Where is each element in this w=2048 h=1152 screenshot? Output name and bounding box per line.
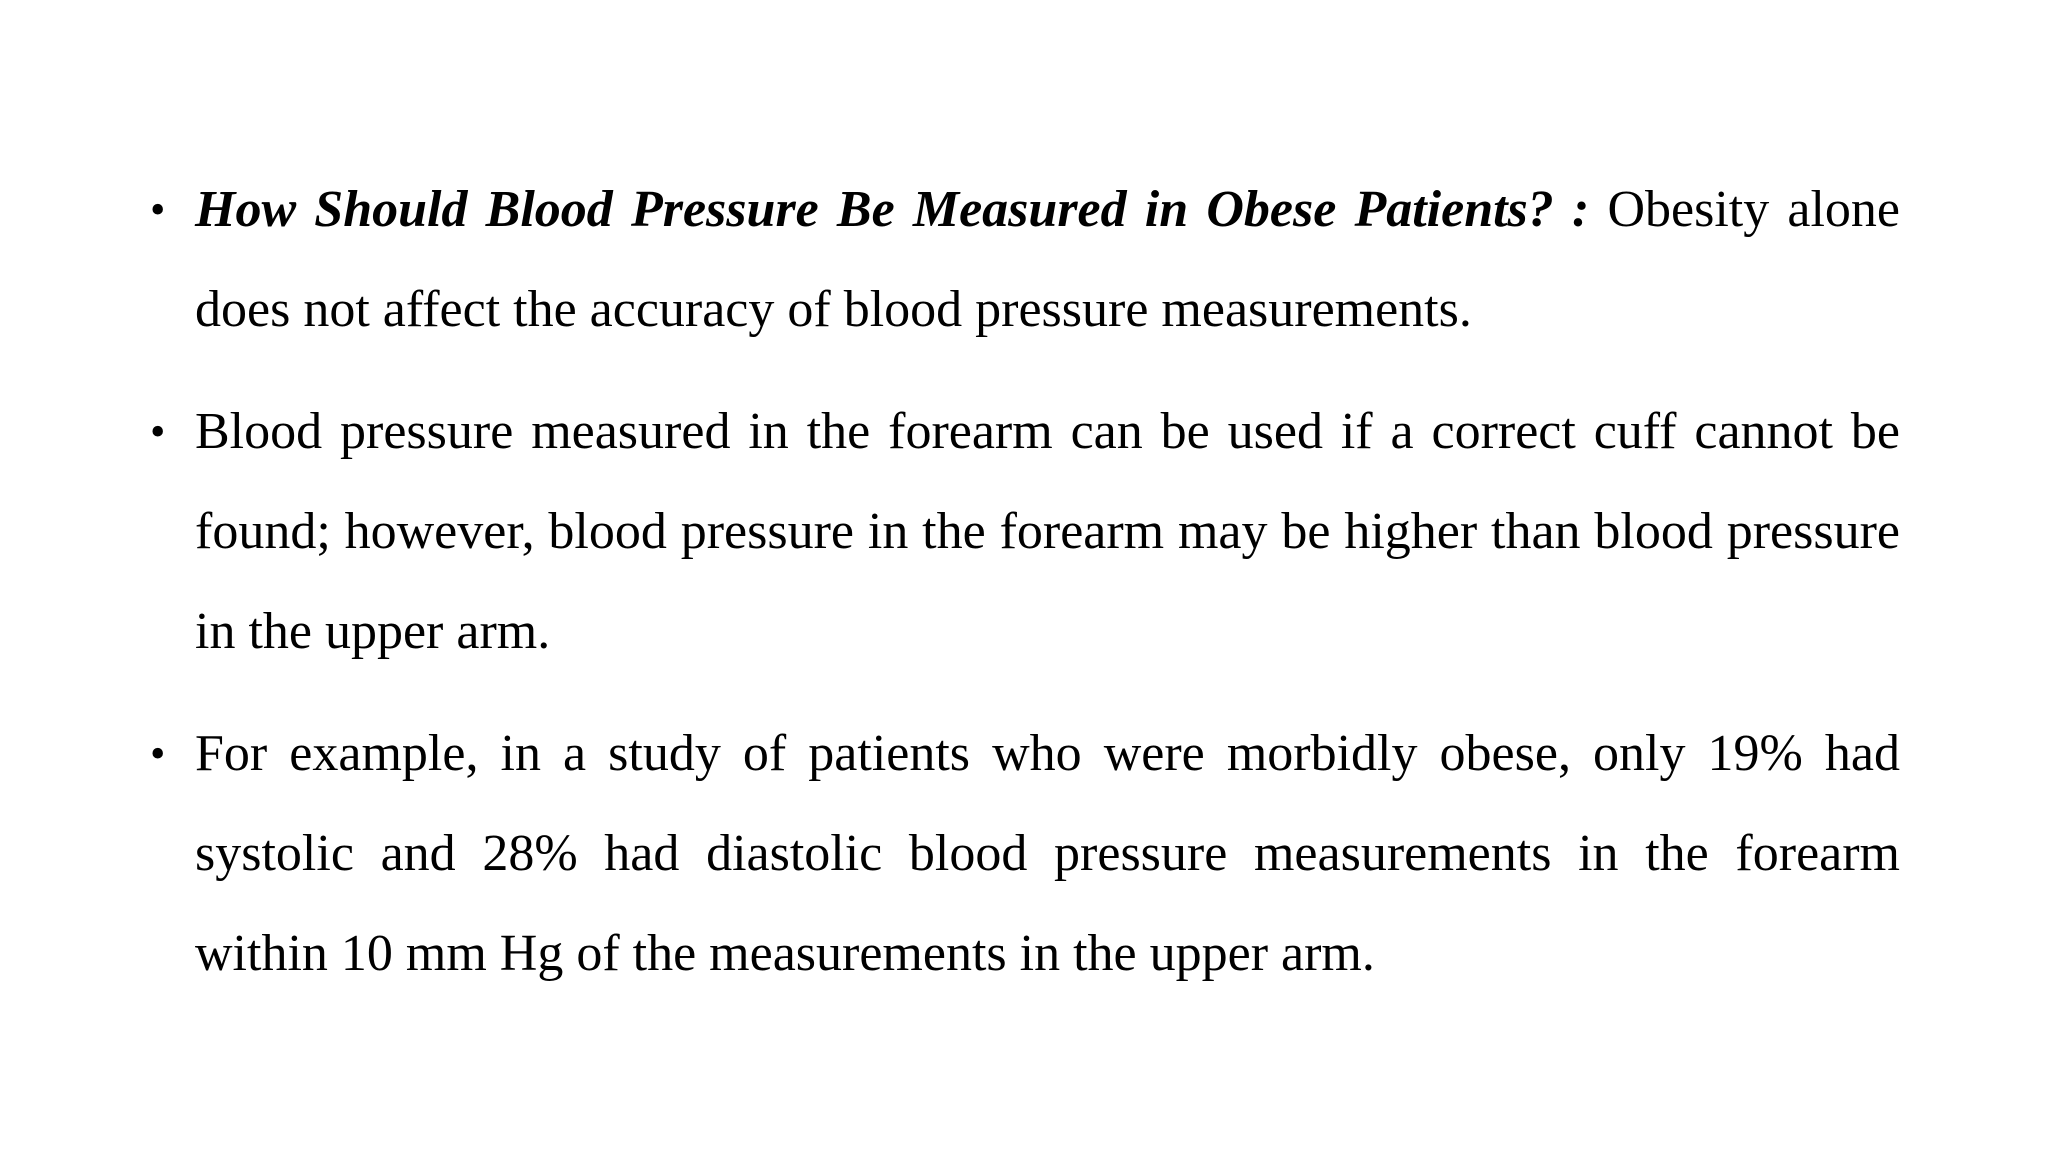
- bullet-dot-icon: •: [150, 729, 166, 778]
- bullet-item-forearm: [150, 382, 1900, 682]
- bullet-item-obese-measurement: [150, 160, 1900, 360]
- bullet-dot-icon: •: [150, 185, 166, 234]
- bullet-text: Blood pressure measured in the forearm can be used if a correct cuff cannot be found; however, blood pressure in the forearm may be higher than blood pressure in the upper arm.: [195, 403, 1900, 660]
- bullet-item-study-example: [150, 704, 1900, 1004]
- bullet-text: For example, in a study of patients who were morbidly obese, only 19% had systolic and 28% had diastolic blood pressure measurements in the forearm within 10 mm Hg of the measurements in the upper arm.: [195, 725, 1900, 982]
- bullet-text: Obesity alone does not affect the accuracy of blood pressure measurements.: [195, 181, 1900, 338]
- bullet-dot-icon: •: [150, 407, 166, 456]
- bullet-heading: How Should Blood Pressure Be Measured in Obese Patients? :: [195, 181, 1590, 238]
- bullet-list: [150, 160, 1900, 1004]
